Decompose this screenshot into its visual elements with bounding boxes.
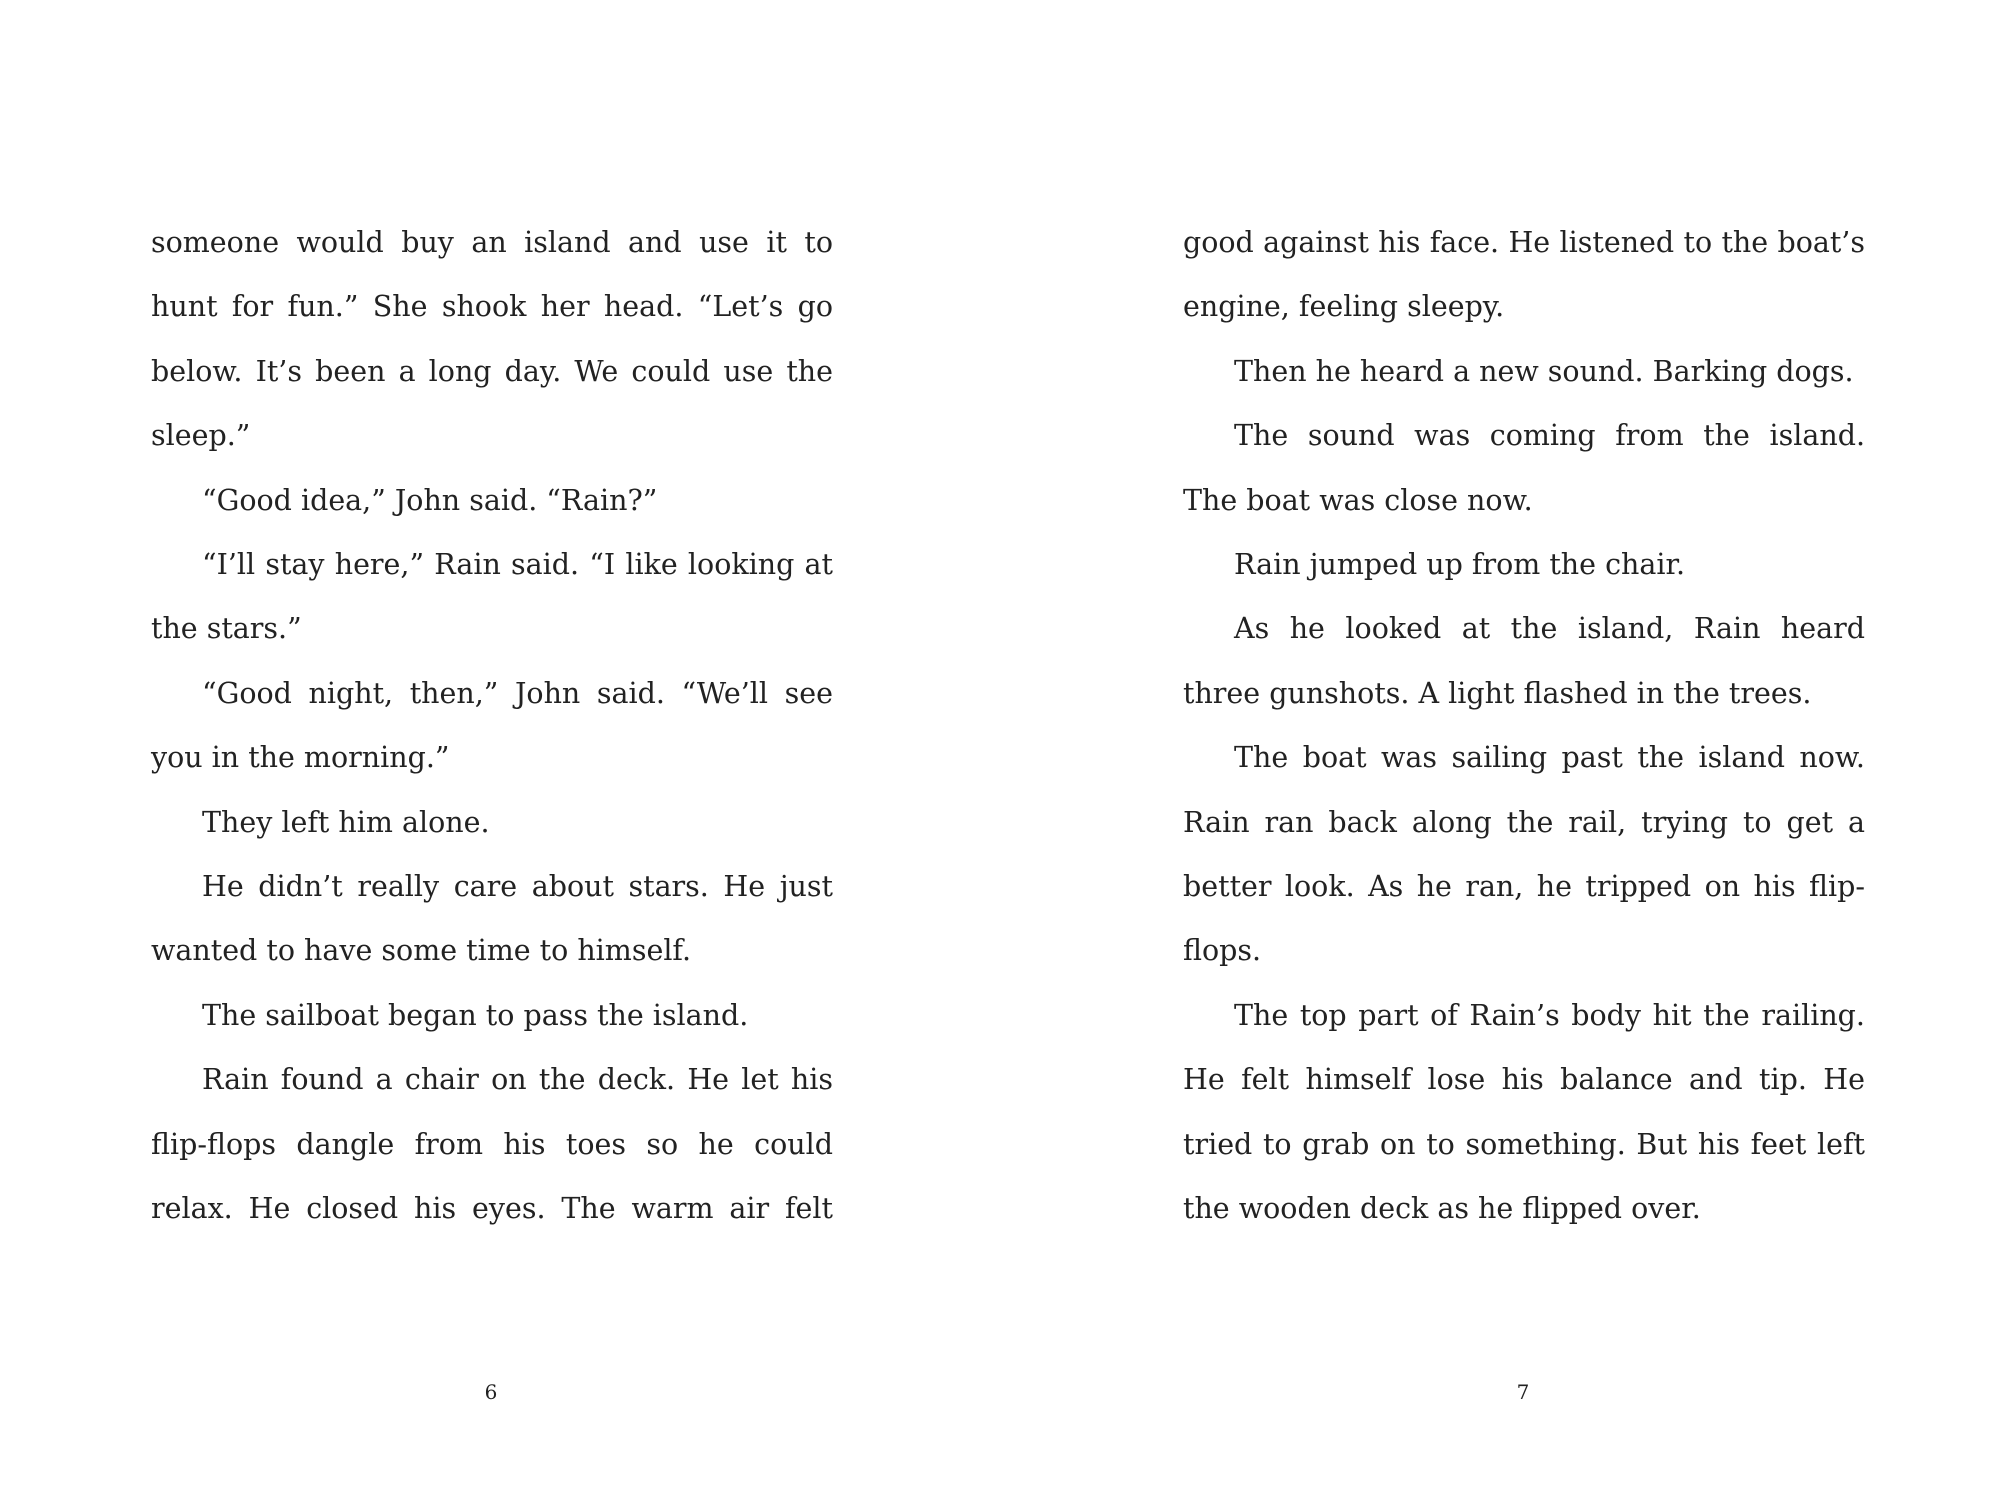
page-number: 6 bbox=[484, 1380, 498, 1404]
paragraph: Rain jumped up from the chair. bbox=[1234, 548, 1686, 582]
paragraph: He didn’t really care about stars. He just wanted to have some time to himself. bbox=[151, 870, 833, 968]
left-page-body-text bbox=[151, 211, 833, 1242]
right-page-body-text bbox=[1183, 211, 1865, 1242]
paragraph: The top part of Rain’s body hit the railing. He felt himself lose his balance and tip. He tried to grab on to something. But his feet left the wooden deck as he flipped over. bbox=[1183, 998, 1865, 1226]
paragraph: The boat was sailing past the island now. Rain ran back along the rail, trying to get a better look. As he ran, he tripped on his flip-flops. bbox=[1183, 741, 1865, 968]
paragraph-continued: Rain found a chair on the deck. He let his flip-flops dangle from his toes so he could relax. He closed his eyes. The warm air felt bbox=[151, 1063, 833, 1226]
right-page bbox=[1000, 0, 2000, 1500]
paragraph: good against his face. He listened to the boat’s engine, feeling sleepy. bbox=[1183, 226, 1865, 324]
page-number: 7 bbox=[1516, 1380, 1530, 1404]
paragraph: someone would buy an island and use it to hunt for fun.” She shook her head. “Let’s go below. It’s been a long day. We could use the sleep.” bbox=[151, 226, 833, 453]
paragraph: The sound was coming from the island. The boat was close now. bbox=[1183, 419, 1865, 517]
paragraph: The sailboat began to pass the island. bbox=[202, 998, 749, 1032]
paragraph: “I’ll stay here,” Rain said. “I like looking at the stars.” bbox=[151, 548, 833, 646]
paragraph: “Good night, then,” John said. “We’ll see you in the morning.” bbox=[151, 676, 833, 775]
paragraph: “Good idea,” John said. “Rain?” bbox=[202, 483, 658, 517]
paragraph: As he looked at the island, Rain heard three gunshots. A light flashed in the trees. bbox=[1183, 612, 1865, 710]
paragraph: Then he heard a new sound. Barking dogs. bbox=[1234, 354, 1854, 388]
paragraph: They left him alone. bbox=[202, 805, 490, 839]
